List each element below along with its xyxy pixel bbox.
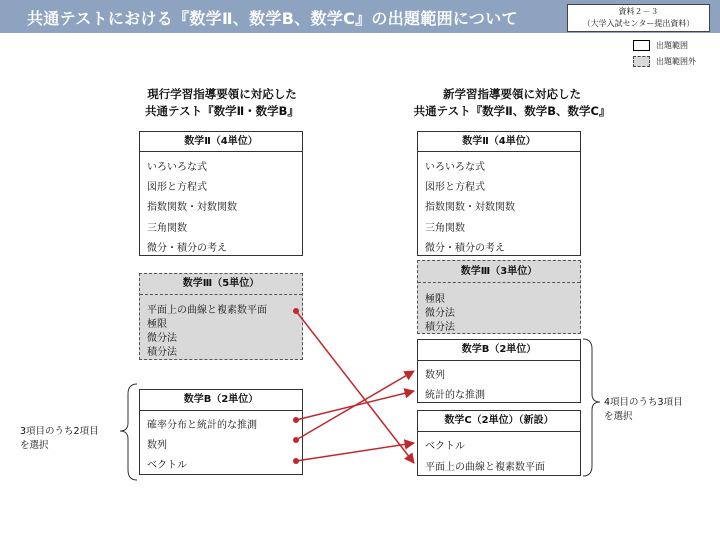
- left-math2-item: いろいろな式: [147, 162, 207, 173]
- right-heading-line2: 共通テスト『数学Ⅱ、数学B、数学C』: [413, 104, 611, 118]
- right-bracket: [583, 339, 600, 476]
- right-note-line1: 4項目のうち3項目: [604, 397, 683, 408]
- arrow-complex-to-mathC: [296, 311, 414, 463]
- arrow-origin-dot: [293, 437, 299, 443]
- reference-source: （大学入試センター提出資料）: [582, 19, 695, 28]
- right-mathB-item: 統計的な推測: [425, 390, 485, 401]
- right-math2-item: 三角関数: [425, 223, 465, 234]
- left-math2-item: 指数関数・対数関数: [147, 202, 237, 213]
- left-math3-item: 積分法: [147, 347, 177, 358]
- right-math3-item: 微分法: [425, 308, 455, 319]
- left-heading-line1: 現行学習指導要領に対応した: [147, 87, 297, 101]
- right-math3-item: 積分法: [425, 322, 455, 333]
- arrow-sequence-to-mathB: [296, 371, 414, 440]
- arrow-origin-dot: [293, 308, 299, 314]
- right-mathB-title: 数学B（2単位）: [418, 340, 580, 361]
- right-mathB-item: 数列: [425, 370, 445, 381]
- page-title: 共通テストにおける『数学Ⅱ、数学B、数学C』の出題範囲について: [27, 9, 518, 28]
- left-math2-item: 微分・積分の考え: [147, 243, 227, 254]
- left-heading-line2: 共通テスト『数学Ⅱ・数学B』: [145, 104, 299, 118]
- right-note-line2: を選択: [604, 411, 633, 422]
- left-math3-item: 極限: [147, 319, 167, 330]
- left-math3-title: 数学Ⅲ（5単位）: [140, 274, 302, 295]
- right-math2-title: 数学Ⅱ（4単位）: [418, 132, 580, 152]
- legend-out-scope-label: 出題範囲外: [656, 57, 696, 66]
- left-note-line2: を選択: [20, 440, 49, 451]
- left-math3-item: 微分法: [147, 333, 177, 344]
- right-mathC-item: ベクトル: [425, 441, 465, 452]
- left-mathB-title: 数学B（2単位）: [140, 390, 302, 411]
- reference-number: 資料２－３: [618, 7, 659, 16]
- right-heading-line1: 新学習指導要領に対応した: [443, 87, 581, 101]
- legend-in-scope-label: 出題範囲: [656, 41, 688, 50]
- left-math2-item: 図形と方程式: [147, 182, 207, 193]
- right-mathC-item: 平面上の曲線と複素数平面: [425, 462, 545, 473]
- arrow-vector-to-mathC: [296, 443, 414, 461]
- arrow-origin-dot: [293, 458, 299, 464]
- left-math2-title: 数学Ⅱ（4単位）: [140, 132, 302, 152]
- left-math2-item: 三角関数: [147, 223, 187, 234]
- left-mathB-item: 数列: [147, 440, 167, 451]
- right-mathC-title: 数学C（2単位）（新設）: [418, 411, 580, 432]
- left-bracket: [120, 384, 137, 480]
- left-mathB-item: 確率分布と統計的な推測: [147, 420, 257, 431]
- right-math2-item: いろいろな式: [425, 162, 485, 173]
- left-mathB-item: ベクトル: [147, 460, 187, 471]
- left-math3-item: 平面上の曲線と複素数平面: [147, 305, 267, 316]
- right-math2-item: 微分・積分の考え: [425, 243, 505, 254]
- right-math3-title: 数学Ⅲ（3単位）: [418, 261, 580, 283]
- arrow-origin-dot: [293, 417, 299, 423]
- right-math2-item: 図形と方程式: [425, 182, 485, 193]
- right-math3-item: 極限: [425, 294, 445, 305]
- right-math2-item: 指数関数・対数関数: [425, 202, 515, 213]
- left-note-line1: 3項目のうち2項目: [20, 426, 99, 437]
